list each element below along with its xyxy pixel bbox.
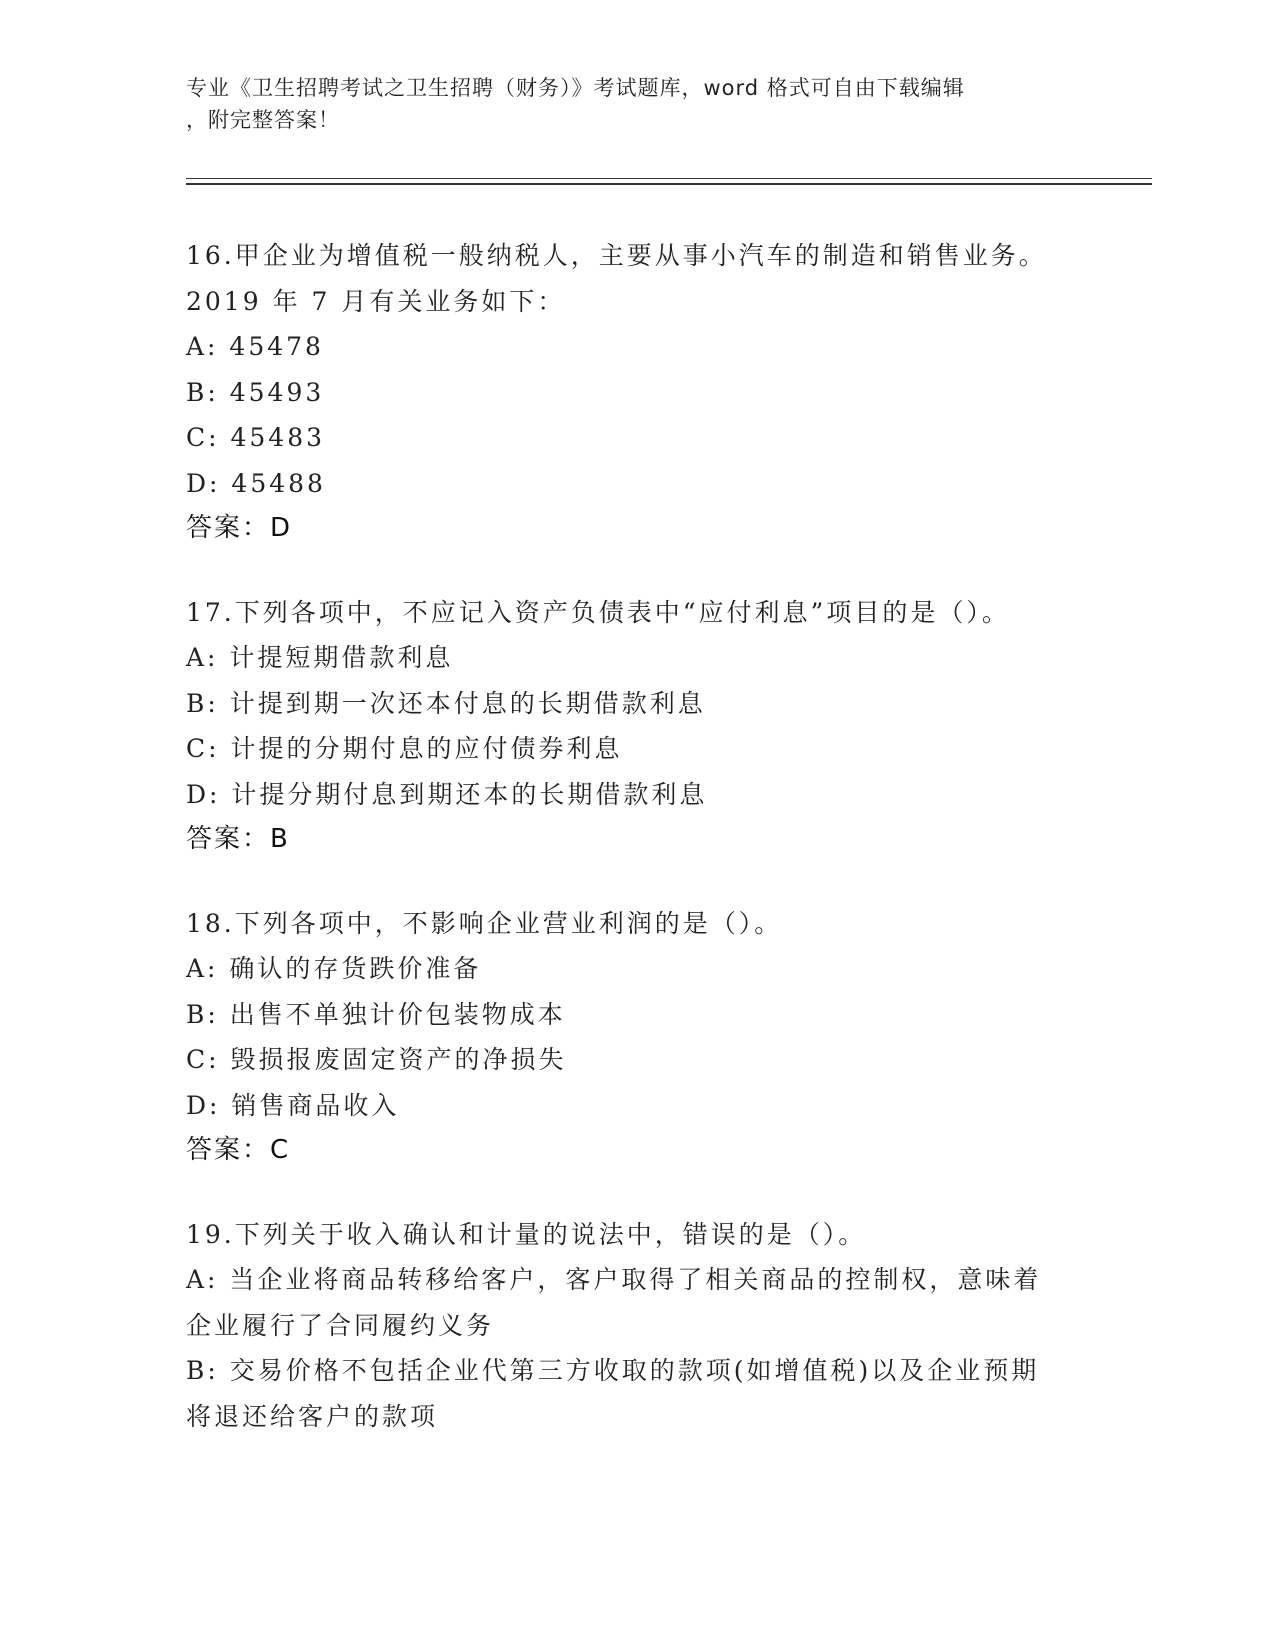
option-a: A: 计提短期借款利息 [186,643,454,672]
question-18 [186,901,1086,1174]
option-b: B: 计提到期一次还本付息的长期借款利息 [186,688,706,718]
question-17 [186,590,1086,863]
question-stem: 16.甲企业为增值税一般纳税人，主要从事小汽车的制造和销售业务。 [186,241,1047,270]
question-stem: 17.下列各项中，不应记入资产负债表中“应付利息”项目的是（）。 [186,597,1010,627]
question-16 [186,233,1086,552]
header-rule-thick [186,183,1152,185]
question-list [186,233,1086,1477]
header-rule-thin [186,178,1152,179]
option-d: D: 45488 [186,468,326,498]
option-a: A: 45478 [186,332,324,361]
option-a: A: 当企业将商品转移给客户，客户取得了相关商品的控制权，意味着 [186,1265,1042,1294]
option-c: C: 45483 [186,423,326,452]
question-19 [186,1212,1086,1440]
option-c: C: 计提的分期付息的应付债券利息 [186,734,623,763]
option-a-continued: 企业履行了合同履约义务 [186,1310,495,1340]
option-b: B: 交易价格不包括企业代第三方收取的款项(如增值税)以及企业预期 [186,1356,1040,1385]
answer-label: 答案：C [186,1135,291,1165]
header-title-line-1: 专业《卫生招聘考试之卫生招聘（财务）》考试题库，word 格式可自由下载编辑 [186,76,965,100]
answer-label: 答案：B [186,824,290,854]
header-title-line-2: ，附完整答案！ [186,108,340,132]
question-stem-continued: 2019 年 7 月有关业务如下： [186,286,566,316]
option-d: D: 计提分期付息到期还本的长期借款利息 [186,779,708,809]
option-c: C: 毁损报废固定资产的净损失 [186,1045,567,1074]
option-b-continued: 将退还给客户的款项 [186,1401,439,1431]
question-stem: 18.下列各项中，不影响企业营业利润的是（）。 [186,908,783,938]
option-a: A: 确认的存货跌价准备 [186,954,482,983]
option-b: B: 出售不单独计价包装物成本 [186,999,566,1029]
document-header [186,72,1066,136]
option-b: B: 45493 [186,377,325,407]
answer-label: 答案：D [186,513,293,543]
option-d: D: 销售商品收入 [186,1090,400,1120]
question-stem: 19.下列关于收入确认和计量的说法中，错误的是（）。 [186,1219,867,1249]
